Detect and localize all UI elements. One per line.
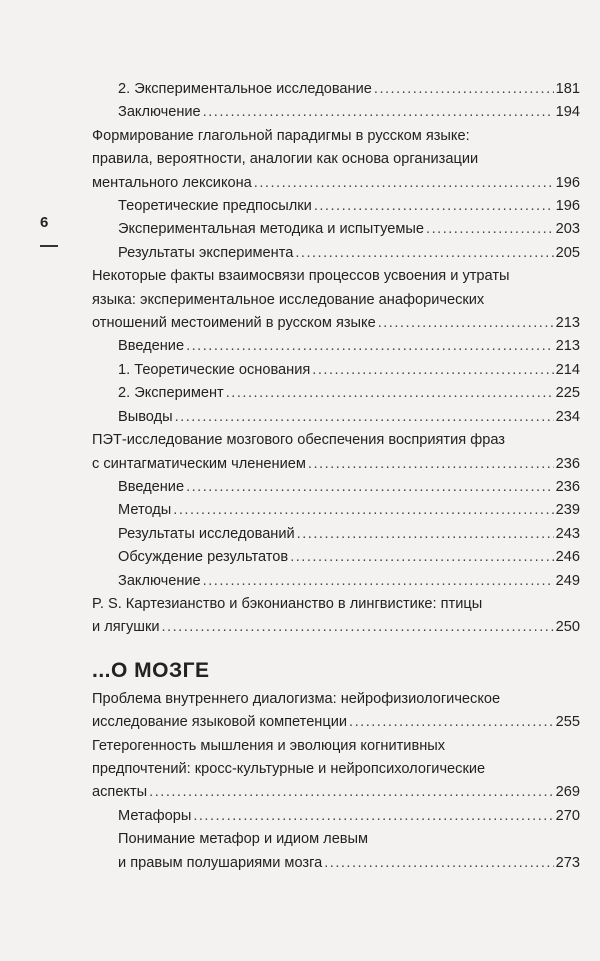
toc-leader-dots — [175, 406, 554, 429]
toc-entry-title: Метафоры — [118, 807, 192, 824]
toc-entry-title: Методы — [118, 502, 172, 519]
toc-leader-dots — [297, 523, 554, 546]
toc-entry — [92, 125, 580, 195]
toc-leader-dots — [203, 101, 554, 124]
toc-entry-page: 203 — [555, 221, 580, 238]
toc-leader-dots — [378, 312, 554, 335]
toc-entry-row — [118, 218, 580, 241]
toc-entry-title: с синтагматическим членением — [92, 455, 306, 472]
toc-entry-row — [118, 78, 580, 101]
toc-leader-dots — [203, 570, 554, 593]
toc-leader-dots — [324, 852, 553, 875]
toc-entry-title: Выводы — [118, 408, 173, 425]
toc-entry-page: 213 — [555, 338, 580, 355]
toc-leader-dots — [426, 218, 554, 241]
toc-entry-title: и лягушки — [92, 619, 160, 636]
toc-entry-page: 225 — [555, 385, 580, 402]
toc-entry-page: 194 — [555, 104, 580, 121]
toc-leader-dots — [149, 781, 553, 804]
toc-leader-dots — [314, 195, 554, 218]
toc-entry — [92, 265, 580, 335]
toc-entry-page: 181 — [555, 81, 580, 97]
toc-entry-page: 273 — [555, 854, 580, 871]
toc-entry — [92, 546, 580, 569]
toc-entry-page: 196 — [555, 174, 580, 191]
toc-entry — [92, 195, 580, 218]
toc-entry-line: Формирование глагольной парадигмы в русском языке: — [92, 127, 470, 144]
toc-entry — [92, 476, 580, 499]
toc-entry-row — [118, 406, 580, 429]
toc-entry — [92, 382, 580, 405]
toc-entry-row — [118, 852, 580, 875]
toc-entry-row — [118, 476, 580, 499]
toc-entry-line: Понимание метафор и идиом левым — [118, 831, 369, 848]
toc-entry-title: 2. Эксперимент — [118, 385, 224, 402]
toc-entry-page: 249 — [555, 572, 580, 589]
toc-entry-title: исследование языковой компетенции — [92, 714, 348, 731]
toc-entry-line: предпочтений: кросс-культурные и нейропсихологические — [92, 760, 486, 777]
toc-entry-line: Проблема внутреннего диалогизма: нейрофизиологическое — [92, 690, 501, 707]
toc-entry-line: правила, вероятности, аналогии как основа организации — [92, 151, 479, 168]
toc-entry-page: 234 — [555, 408, 580, 425]
toc-entry — [92, 242, 580, 265]
toc-entry-title: Экспериментальная методика и испытуемые — [118, 221, 425, 238]
toc-entry-line: Гетерогенность мышления и эволюция когнитивных — [92, 737, 446, 754]
toc-entry — [92, 335, 580, 358]
toc-entry-row — [118, 242, 580, 265]
toc-entry-row — [118, 195, 580, 218]
toc-entry-row — [92, 453, 580, 476]
toc-leader-dots — [162, 616, 554, 639]
toc-entry — [92, 735, 580, 805]
toc-entry-row — [92, 312, 580, 335]
toc-entry-line: ПЭТ-исследование мозгового обеспечения восприятия фраз — [92, 432, 505, 449]
toc-entry-line: языка: экспериментальное исследование анафорических — [92, 291, 485, 308]
toc-entry-title: 2. Экспериментальное исследование — [118, 81, 372, 97]
toc-leader-dots — [186, 476, 554, 499]
toc-leader-dots — [374, 78, 554, 101]
toc-entry — [92, 359, 580, 382]
toc-entry-title: Заключение — [118, 104, 201, 121]
toc-entry-page: 269 — [555, 784, 580, 801]
toc-leader-dots — [186, 335, 554, 358]
toc-entry-row — [118, 101, 580, 124]
toc-entry-line: P. S. Картезианство и бэконианство в лингвистике: птицы — [92, 595, 483, 612]
toc-entry-row — [118, 359, 580, 382]
toc-entries-top — [92, 78, 580, 640]
page-number-rule — [40, 245, 58, 247]
toc-leader-dots — [290, 546, 553, 569]
toc-entry — [92, 429, 580, 476]
toc-entry — [92, 499, 580, 522]
toc-entry-page: 270 — [555, 807, 580, 824]
toc-entry-page: 213 — [555, 315, 580, 332]
toc-entry-title: отношений местоимений в русском языке — [92, 315, 376, 332]
toc-entry-page: 246 — [555, 549, 580, 566]
toc-leader-dots — [349, 711, 554, 734]
toc-entry — [92, 593, 580, 640]
toc-entry-page: 236 — [555, 478, 580, 495]
table-of-contents — [92, 78, 580, 875]
page-number: 6 — [40, 214, 49, 231]
toc-entry — [92, 570, 580, 593]
toc-entry-row — [118, 335, 580, 358]
toc-leader-dots — [312, 359, 553, 382]
toc-leader-dots — [173, 499, 553, 522]
toc-entry-page: 239 — [555, 502, 580, 519]
toc-entry-title: аспекты — [92, 784, 148, 801]
toc-entry-title: Результаты исследований — [118, 525, 295, 542]
toc-entry-title: Заключение — [118, 572, 201, 589]
toc-leader-dots — [295, 242, 553, 265]
toc-entries-bottom — [92, 688, 580, 875]
toc-entry — [92, 218, 580, 241]
toc-entry-row — [118, 546, 580, 569]
toc-entry-row — [118, 499, 580, 522]
toc-entry — [92, 78, 580, 101]
toc-entry-title: 1. Теоретические основания — [118, 361, 311, 378]
toc-entry-row — [118, 805, 580, 828]
toc-entry-row — [92, 781, 580, 804]
toc-entry-page: 196 — [555, 198, 580, 215]
toc-entry-row — [118, 523, 580, 546]
toc-leader-dots — [254, 172, 554, 195]
toc-entry-title: Обсуждение результатов — [118, 549, 289, 566]
toc-entry-page: 214 — [555, 361, 580, 378]
toc-entry-title: Теоретические предпосылки — [118, 198, 312, 215]
toc-entry-page: 243 — [555, 525, 580, 542]
toc-entry — [92, 805, 580, 828]
toc-leader-dots — [308, 453, 554, 476]
toc-entry-line: Некоторые факты взаимосвязи процессов усвоения и утраты — [92, 268, 510, 285]
toc-entry-title: Введение — [118, 478, 185, 495]
toc-entry-page: 255 — [555, 714, 580, 731]
toc-entry-page: 205 — [555, 244, 580, 261]
toc-entry-row — [118, 570, 580, 593]
toc-entry — [92, 688, 580, 735]
toc-entry — [92, 101, 580, 124]
toc-entry-title: ментального лексикона — [92, 174, 252, 191]
toc-entry — [92, 523, 580, 546]
section-heading: ...О МОЗГЕ — [92, 658, 210, 682]
toc-entry — [92, 828, 580, 875]
toc-entry-row — [118, 382, 580, 405]
toc-entry-row — [92, 616, 580, 639]
toc-entry-page: 236 — [555, 455, 580, 472]
toc-leader-dots — [226, 382, 554, 405]
toc-leader-dots — [193, 805, 553, 828]
toc-entry-row — [92, 711, 580, 734]
toc-entry-row — [92, 172, 580, 195]
toc-entry-title: Введение — [118, 338, 185, 355]
toc-entry — [92, 406, 580, 429]
toc-entry-title: Результаты эксперимента — [118, 244, 294, 261]
toc-entry-page: 250 — [555, 619, 580, 636]
toc-entry-title: и правым полушариями мозга — [118, 854, 323, 871]
